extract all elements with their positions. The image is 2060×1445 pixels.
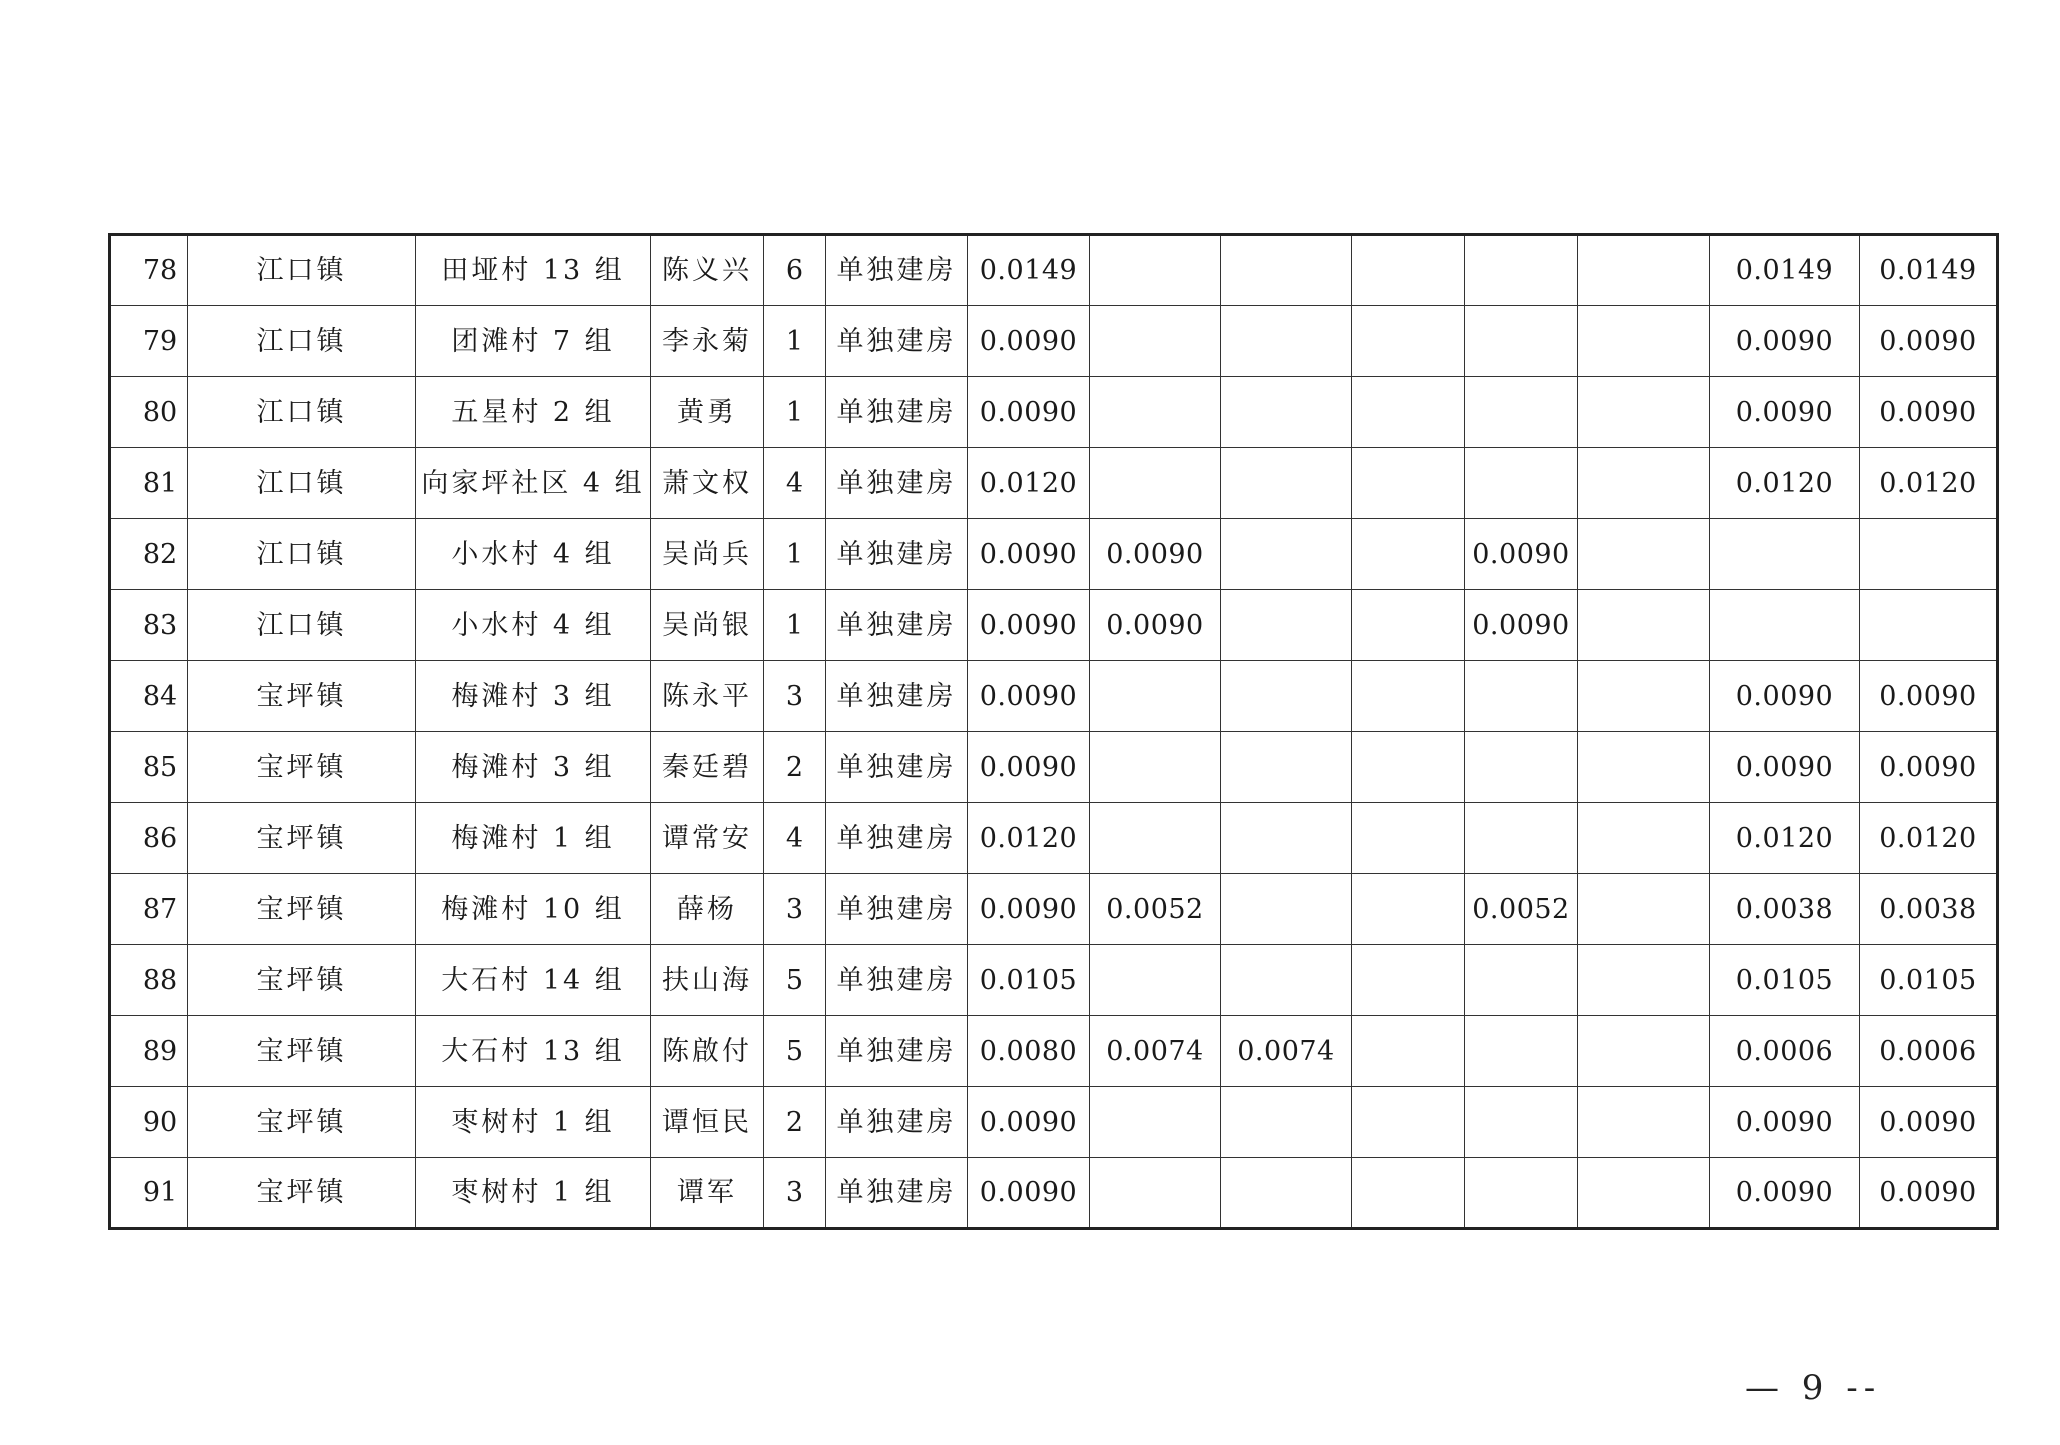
cell-v1: 0.0090 (1090, 519, 1221, 590)
cell-village: 梅滩村 3 组 (416, 732, 651, 803)
cell-persons: 1 (764, 590, 826, 661)
cell-v1 (1090, 661, 1221, 732)
cell-v7: 0.0090 (1860, 306, 1998, 377)
table-body (110, 235, 1998, 1229)
cell-v3 (1352, 1158, 1465, 1229)
cell-name: 扶山海 (651, 945, 764, 1016)
cell-v3 (1352, 235, 1465, 306)
page-number: — 9 -- (1745, 1368, 1882, 1408)
cell-name: 陈永平 (651, 661, 764, 732)
cell-no: 84 (110, 661, 188, 732)
table-row (110, 874, 1998, 945)
cell-v3 (1352, 945, 1465, 1016)
cell-v3 (1352, 874, 1465, 945)
cell-town: 江口镇 (188, 306, 416, 377)
cell-v6: 0.0090 (1710, 377, 1860, 448)
cell-v7: 0.0038 (1860, 874, 1998, 945)
cell-name: 薛杨 (651, 874, 764, 945)
cell-area: 0.0090 (968, 377, 1090, 448)
cell-v7: 0.0120 (1860, 448, 1998, 519)
cell-town: 宝坪镇 (188, 945, 416, 1016)
cell-town: 江口镇 (188, 590, 416, 661)
cell-v2 (1221, 1158, 1352, 1229)
cell-v5 (1578, 235, 1710, 306)
cell-village: 大石村 13 组 (416, 1016, 651, 1087)
cell-v6: 0.0090 (1710, 1087, 1860, 1158)
cell-area: 0.0090 (968, 874, 1090, 945)
cell-area: 0.0090 (968, 1087, 1090, 1158)
cell-town: 宝坪镇 (188, 1016, 416, 1087)
cell-village: 梅滩村 10 组 (416, 874, 651, 945)
table-row (110, 945, 1998, 1016)
cell-persons: 3 (764, 1158, 826, 1229)
cell-area: 0.0090 (968, 1158, 1090, 1229)
table-row (110, 590, 1998, 661)
cell-area: 0.0090 (968, 661, 1090, 732)
cell-v6: 0.0006 (1710, 1016, 1860, 1087)
cell-village: 枣树村 1 组 (416, 1087, 651, 1158)
cell-town: 宝坪镇 (188, 732, 416, 803)
table-row (110, 306, 1998, 377)
cell-v5 (1578, 874, 1710, 945)
cell-v1 (1090, 803, 1221, 874)
cell-v4 (1465, 803, 1578, 874)
cell-name: 秦廷碧 (651, 732, 764, 803)
cell-town: 江口镇 (188, 235, 416, 306)
cell-type: 单独建房 (826, 377, 968, 448)
cell-persons: 1 (764, 519, 826, 590)
cell-v2 (1221, 661, 1352, 732)
cell-v4 (1465, 1087, 1578, 1158)
cell-v6: 0.0090 (1710, 661, 1860, 732)
cell-no: 91 (110, 1158, 188, 1229)
cell-persons: 2 (764, 1087, 826, 1158)
cell-v2 (1221, 590, 1352, 661)
cell-name: 萧文权 (651, 448, 764, 519)
cell-v7: 0.0090 (1860, 661, 1998, 732)
cell-v1 (1090, 306, 1221, 377)
cell-v1 (1090, 235, 1221, 306)
cell-no: 81 (110, 448, 188, 519)
cell-v4: 0.0090 (1465, 519, 1578, 590)
cell-v4 (1465, 945, 1578, 1016)
cell-v2 (1221, 306, 1352, 377)
table-row (110, 803, 1998, 874)
cell-v7: 0.0120 (1860, 803, 1998, 874)
cell-no: 87 (110, 874, 188, 945)
cell-v6: 0.0090 (1710, 1158, 1860, 1229)
cell-village: 小水村 4 组 (416, 519, 651, 590)
cell-v7: 0.0090 (1860, 1087, 1998, 1158)
cell-area: 0.0120 (968, 803, 1090, 874)
table-row (110, 1087, 1998, 1158)
cell-v6: 0.0090 (1710, 306, 1860, 377)
cell-type: 单独建房 (826, 661, 968, 732)
cell-v4: 0.0052 (1465, 874, 1578, 945)
cell-town: 江口镇 (188, 377, 416, 448)
cell-v2 (1221, 1087, 1352, 1158)
cell-v4 (1465, 1158, 1578, 1229)
cell-v2: 0.0074 (1221, 1016, 1352, 1087)
cell-v5 (1578, 377, 1710, 448)
cell-village: 田垭村 13 组 (416, 235, 651, 306)
cell-v1 (1090, 732, 1221, 803)
cell-persons: 5 (764, 945, 826, 1016)
cell-no: 86 (110, 803, 188, 874)
cell-area: 0.0149 (968, 235, 1090, 306)
cell-v7: 0.0105 (1860, 945, 1998, 1016)
table-row (110, 235, 1998, 306)
cell-v1 (1090, 1158, 1221, 1229)
table-row (110, 732, 1998, 803)
cell-area: 0.0090 (968, 732, 1090, 803)
cell-v2 (1221, 803, 1352, 874)
cell-v5 (1578, 661, 1710, 732)
cell-v1: 0.0052 (1090, 874, 1221, 945)
cell-v2 (1221, 235, 1352, 306)
cell-town: 江口镇 (188, 448, 416, 519)
table-row (110, 448, 1998, 519)
cell-v6 (1710, 519, 1860, 590)
cell-v1 (1090, 377, 1221, 448)
cell-type: 单独建房 (826, 874, 968, 945)
cell-village: 五星村 2 组 (416, 377, 651, 448)
cell-v6: 0.0105 (1710, 945, 1860, 1016)
cell-name: 黄勇 (651, 377, 764, 448)
cell-area: 0.0090 (968, 590, 1090, 661)
cell-v4 (1465, 732, 1578, 803)
cell-v3 (1352, 377, 1465, 448)
cell-village: 小水村 4 组 (416, 590, 651, 661)
table-row (110, 1016, 1998, 1087)
cell-area: 0.0090 (968, 306, 1090, 377)
cell-persons: 1 (764, 377, 826, 448)
cell-no: 79 (110, 306, 188, 377)
cell-v5 (1578, 803, 1710, 874)
cell-persons: 2 (764, 732, 826, 803)
cell-village: 梅滩村 1 组 (416, 803, 651, 874)
cell-v5 (1578, 1087, 1710, 1158)
cell-v4 (1465, 1016, 1578, 1087)
cell-v2 (1221, 377, 1352, 448)
cell-town: 宝坪镇 (188, 803, 416, 874)
cell-name: 谭常安 (651, 803, 764, 874)
cell-v1: 0.0090 (1090, 590, 1221, 661)
cell-v1: 0.0074 (1090, 1016, 1221, 1087)
cell-v2 (1221, 519, 1352, 590)
cell-persons: 1 (764, 306, 826, 377)
cell-no: 85 (110, 732, 188, 803)
cell-type: 单独建房 (826, 306, 968, 377)
cell-no: 88 (110, 945, 188, 1016)
cell-village: 梅滩村 3 组 (416, 661, 651, 732)
cell-area: 0.0080 (968, 1016, 1090, 1087)
cell-type: 单独建房 (826, 519, 968, 590)
cell-town: 宝坪镇 (188, 1158, 416, 1229)
cell-persons: 5 (764, 1016, 826, 1087)
cell-v7: 0.0006 (1860, 1016, 1998, 1087)
cell-v3 (1352, 519, 1465, 590)
table-row (110, 377, 1998, 448)
cell-v7: 0.0149 (1860, 235, 1998, 306)
cell-persons: 3 (764, 874, 826, 945)
cell-v3 (1352, 732, 1465, 803)
cell-type: 单独建房 (826, 945, 968, 1016)
table-row (110, 661, 1998, 732)
cell-name: 李永菊 (651, 306, 764, 377)
cell-town: 宝坪镇 (188, 874, 416, 945)
cell-v1 (1090, 945, 1221, 1016)
cell-v2 (1221, 945, 1352, 1016)
cell-no: 89 (110, 1016, 188, 1087)
cell-name: 吴尚银 (651, 590, 764, 661)
cell-v7: 0.0090 (1860, 732, 1998, 803)
cell-type: 单独建房 (826, 1016, 968, 1087)
cell-town: 宝坪镇 (188, 661, 416, 732)
cell-v4: 0.0090 (1465, 590, 1578, 661)
cell-v5 (1578, 306, 1710, 377)
cell-no: 80 (110, 377, 188, 448)
cell-v6: 0.0038 (1710, 874, 1860, 945)
cell-area: 0.0120 (968, 448, 1090, 519)
cell-v5 (1578, 1158, 1710, 1229)
cell-v2 (1221, 874, 1352, 945)
cell-v5 (1578, 448, 1710, 519)
cell-no: 78 (110, 235, 188, 306)
cell-v7 (1860, 519, 1998, 590)
cell-v5 (1578, 590, 1710, 661)
cell-type: 单独建房 (826, 590, 968, 661)
cell-v1 (1090, 448, 1221, 519)
cell-v6: 0.0090 (1710, 732, 1860, 803)
cell-v6 (1710, 590, 1860, 661)
cell-name: 吴尚兵 (651, 519, 764, 590)
cell-village: 大石村 14 组 (416, 945, 651, 1016)
cell-v3 (1352, 1087, 1465, 1158)
table-row (110, 519, 1998, 590)
cell-type: 单独建房 (826, 448, 968, 519)
cell-v7: 0.0090 (1860, 1158, 1998, 1229)
cell-v2 (1221, 448, 1352, 519)
cell-v5 (1578, 945, 1710, 1016)
cell-v2 (1221, 732, 1352, 803)
cell-v6: 0.0120 (1710, 803, 1860, 874)
land-approval-table (108, 233, 1999, 1230)
cell-village: 向家坪社区 4 组 (416, 448, 651, 519)
cell-name: 谭军 (651, 1158, 764, 1229)
cell-persons: 6 (764, 235, 826, 306)
cell-v1 (1090, 1087, 1221, 1158)
cell-no: 83 (110, 590, 188, 661)
cell-type: 单独建房 (826, 1087, 968, 1158)
cell-area: 0.0090 (968, 519, 1090, 590)
table-row (110, 1158, 1998, 1229)
cell-name: 谭恒民 (651, 1087, 764, 1158)
cell-persons: 3 (764, 661, 826, 732)
cell-area: 0.0105 (968, 945, 1090, 1016)
cell-persons: 4 (764, 803, 826, 874)
cell-v3 (1352, 1016, 1465, 1087)
cell-v5 (1578, 519, 1710, 590)
cell-v3 (1352, 306, 1465, 377)
cell-persons: 4 (764, 448, 826, 519)
cell-v7 (1860, 590, 1998, 661)
cell-v4 (1465, 306, 1578, 377)
cell-type: 单独建房 (826, 803, 968, 874)
cell-v4 (1465, 661, 1578, 732)
cell-v4 (1465, 448, 1578, 519)
cell-town: 宝坪镇 (188, 1087, 416, 1158)
cell-no: 90 (110, 1087, 188, 1158)
cell-v6: 0.0120 (1710, 448, 1860, 519)
cell-v3 (1352, 590, 1465, 661)
cell-type: 单独建房 (826, 1158, 968, 1229)
cell-type: 单独建房 (826, 235, 968, 306)
cell-v3 (1352, 803, 1465, 874)
cell-v4 (1465, 377, 1578, 448)
cell-village: 团滩村 7 组 (416, 306, 651, 377)
cell-no: 82 (110, 519, 188, 590)
cell-name: 陈义兴 (651, 235, 764, 306)
cell-v4 (1465, 235, 1578, 306)
cell-type: 单独建房 (826, 732, 968, 803)
cell-town: 江口镇 (188, 519, 416, 590)
cell-v3 (1352, 448, 1465, 519)
cell-v5 (1578, 732, 1710, 803)
cell-v6: 0.0149 (1710, 235, 1860, 306)
cell-v5 (1578, 1016, 1710, 1087)
cell-name: 陈啟付 (651, 1016, 764, 1087)
cell-v7: 0.0090 (1860, 377, 1998, 448)
cell-village: 枣树村 1 组 (416, 1158, 651, 1229)
cell-v3 (1352, 661, 1465, 732)
